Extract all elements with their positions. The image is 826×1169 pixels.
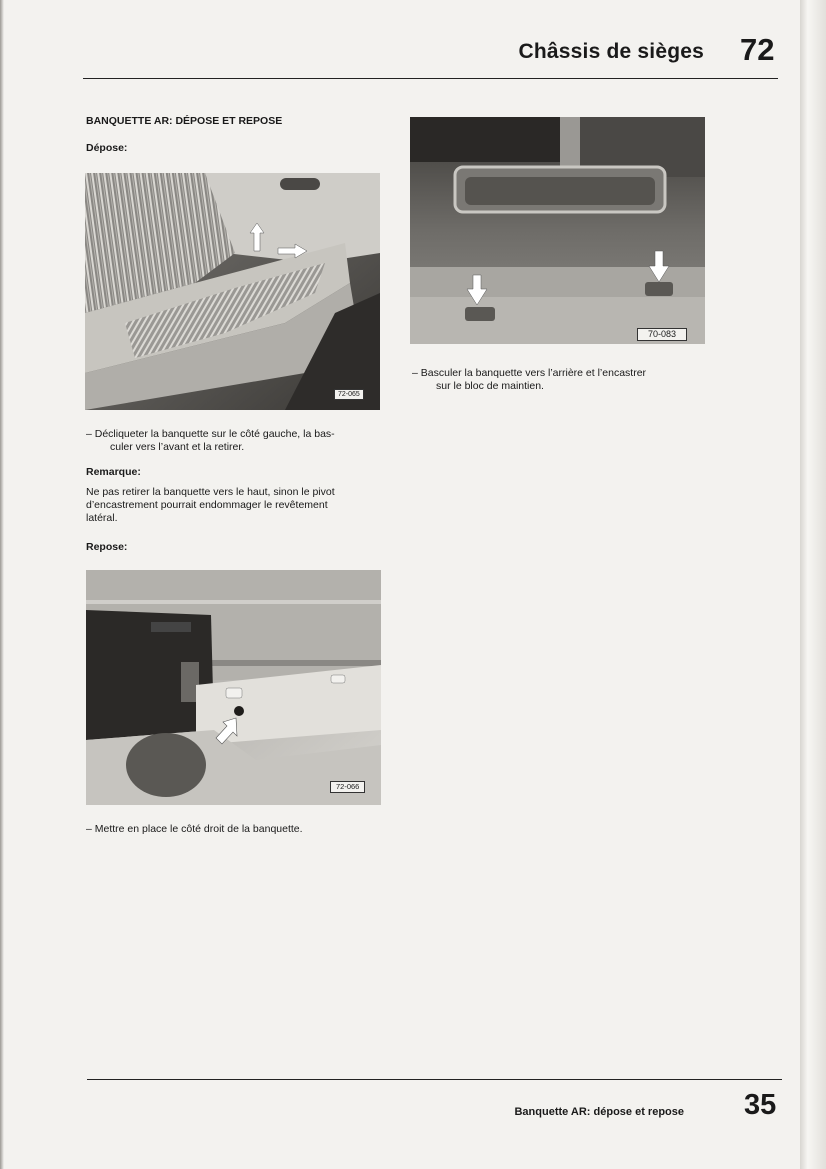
header-rule bbox=[83, 78, 778, 79]
figure-caption-1 bbox=[86, 428, 398, 454]
footer-rule bbox=[87, 1079, 782, 1080]
remark-line: Ne pas retirer la banquette vers le haut, sinon le pivot bbox=[86, 486, 335, 498]
remark-line: latéral. bbox=[86, 512, 118, 524]
figure-code-70-083: 70-083 bbox=[637, 328, 687, 341]
caption-line: culer vers l’avant et la retirer. bbox=[110, 441, 245, 453]
caption-line: – Basculer la banquette vers l’arrière et l’encastrer bbox=[412, 367, 647, 379]
caption-line: sur le bloc de maintien. bbox=[436, 380, 544, 392]
photo-rear-bench-seat bbox=[85, 173, 380, 410]
repose-label: Repose: bbox=[86, 541, 128, 553]
page-title: Châssis de sièges bbox=[518, 40, 704, 63]
chapter-number: 72 bbox=[740, 32, 775, 67]
remark-text bbox=[86, 486, 386, 525]
figure-caption-2 bbox=[412, 367, 724, 393]
page-number: 35 bbox=[744, 1089, 777, 1121]
figure-code-72-065: 72-065 bbox=[334, 389, 364, 400]
caption-line: – Mettre en place le côté droit de la banquette. bbox=[86, 823, 303, 835]
depose-label: Dépose: bbox=[86, 142, 128, 154]
page-edge bbox=[800, 0, 826, 1169]
footer-title: Banquette AR: dépose et repose bbox=[514, 1106, 684, 1118]
photo-door-trim-pivot bbox=[86, 570, 381, 805]
photo-seat-retaining-block bbox=[410, 117, 705, 344]
figure-code-72-066: 72-066 bbox=[330, 781, 365, 793]
caption-line: – Décliqueter la banquette sur le côté gauche, la bas- bbox=[86, 428, 335, 440]
binding-shadow bbox=[0, 0, 4, 1169]
remark-label: Remarque: bbox=[86, 466, 141, 478]
section-heading: BANQUETTE AR: DÉPOSE ET REPOSE bbox=[86, 115, 283, 127]
remark-line: d’encastrement pourrait endommager le revêtement bbox=[86, 499, 328, 511]
figure-caption-3 bbox=[86, 823, 398, 836]
